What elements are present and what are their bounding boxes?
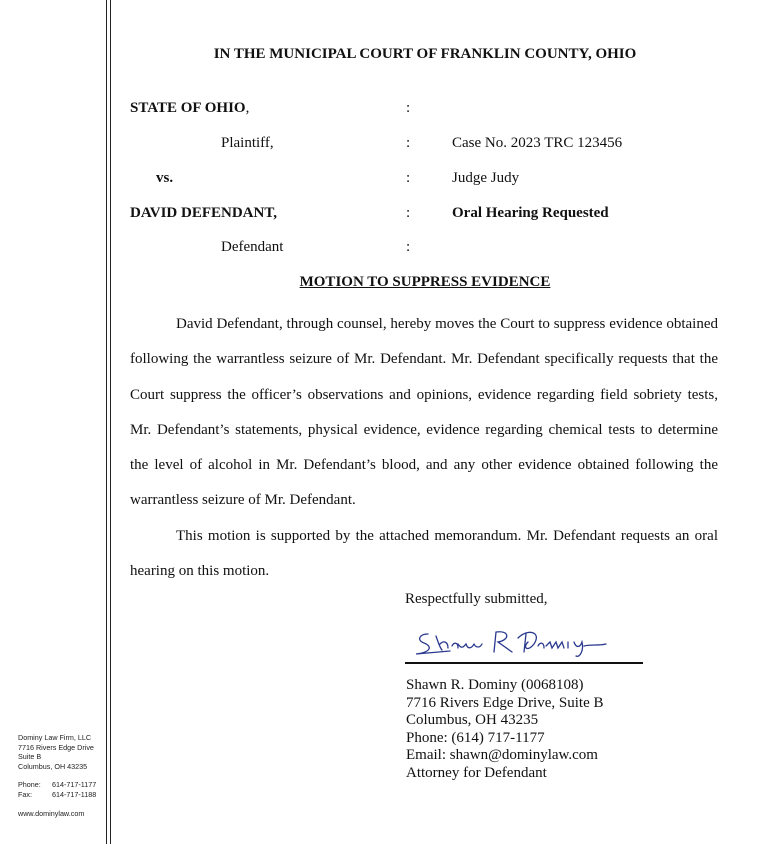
paragraph: This motion is supported by the attached memorandum. Mr. Defendant requests an oral hearing on this motion.	[130, 527, 718, 580]
firm-website[interactable]: www.dominylaw.com	[18, 808, 85, 818]
attorney-block	[406, 677, 603, 783]
judge-name: Judge Judy	[452, 170, 520, 186]
firm-fax-row	[18, 790, 106, 800]
firm-fax-label: Fax:	[18, 789, 32, 799]
attorney-address1: 7716 Rivers Edge Drive, Suite B	[406, 694, 604, 711]
attorney-role: Attorney for Defendant	[406, 764, 547, 781]
attorney-phone: Phone: (614) 717-1177	[406, 729, 545, 746]
margin-rule-right	[110, 0, 111, 844]
plaintiff-role: Plaintiff,	[221, 135, 274, 151]
attorney-email[interactable]: Email: shawn@dominylaw.com	[406, 747, 598, 764]
signature-line	[405, 662, 643, 664]
caption-colon: :	[406, 205, 411, 221]
case-number: Case No. 2023 TRC 123456	[452, 135, 623, 151]
firm-phone-label: Phone:	[18, 780, 41, 790]
caption-colon: :	[406, 100, 411, 116]
caption-colon: :	[406, 135, 411, 151]
closing-phrase: Respectfully submitted,	[405, 591, 548, 607]
motion-body	[130, 307, 718, 589]
caption-colon: :	[406, 170, 411, 186]
motion-title: MOTION TO SUPPRESS EVIDENCE	[299, 274, 551, 290]
plaintiff-name: STATE OF OHIO,	[130, 100, 250, 116]
defendant-role: Defendant	[221, 239, 284, 255]
versus-label: vs.	[156, 170, 174, 186]
caption-colon: :	[406, 239, 411, 255]
firm-suite: Suite B	[18, 752, 42, 762]
firm-sidebar	[18, 733, 106, 818]
paragraph: David Defendant, through counsel, hereby moves the Court to suppress evidence obtained following the warrantless seizure of Mr. Defendant. Mr. Defendant specifically requests that the Court suppress the officer’s observations and opinions, evidence regarding field sobriety tests, Mr. Defendant’s statements, physical evidence, evidence regarding chemical tests to determine the level of alcohol in Mr. Defendant’s blood, and any other evidence obtained following the warrantless seizure of Mr. Defendant.	[130, 316, 718, 509]
margin-rule-left	[106, 0, 107, 844]
firm-fax: 614-717-1188	[52, 789, 97, 799]
defendant-name: DAVID DEFENDANT,	[130, 205, 277, 221]
handwritten-signature	[410, 624, 610, 660]
attorney-address2: Columbus, OH 43235	[406, 712, 539, 729]
firm-street: 7716 Rivers Edge Drive	[18, 742, 94, 752]
attorney-name: Shawn R. Dominy (0068108)	[406, 677, 584, 693]
firm-phone-row	[18, 780, 106, 790]
firm-city: Columbus, OH 43235	[18, 761, 88, 771]
hearing-request: Oral Hearing Requested	[452, 205, 609, 221]
firm-phone: 614-717-1177	[52, 780, 97, 790]
court-heading: IN THE MUNICIPAL COURT OF FRANKLIN COUNTY, OHIO	[213, 46, 637, 62]
firm-name: Dominy Law Firm, LLC	[18, 733, 92, 742]
